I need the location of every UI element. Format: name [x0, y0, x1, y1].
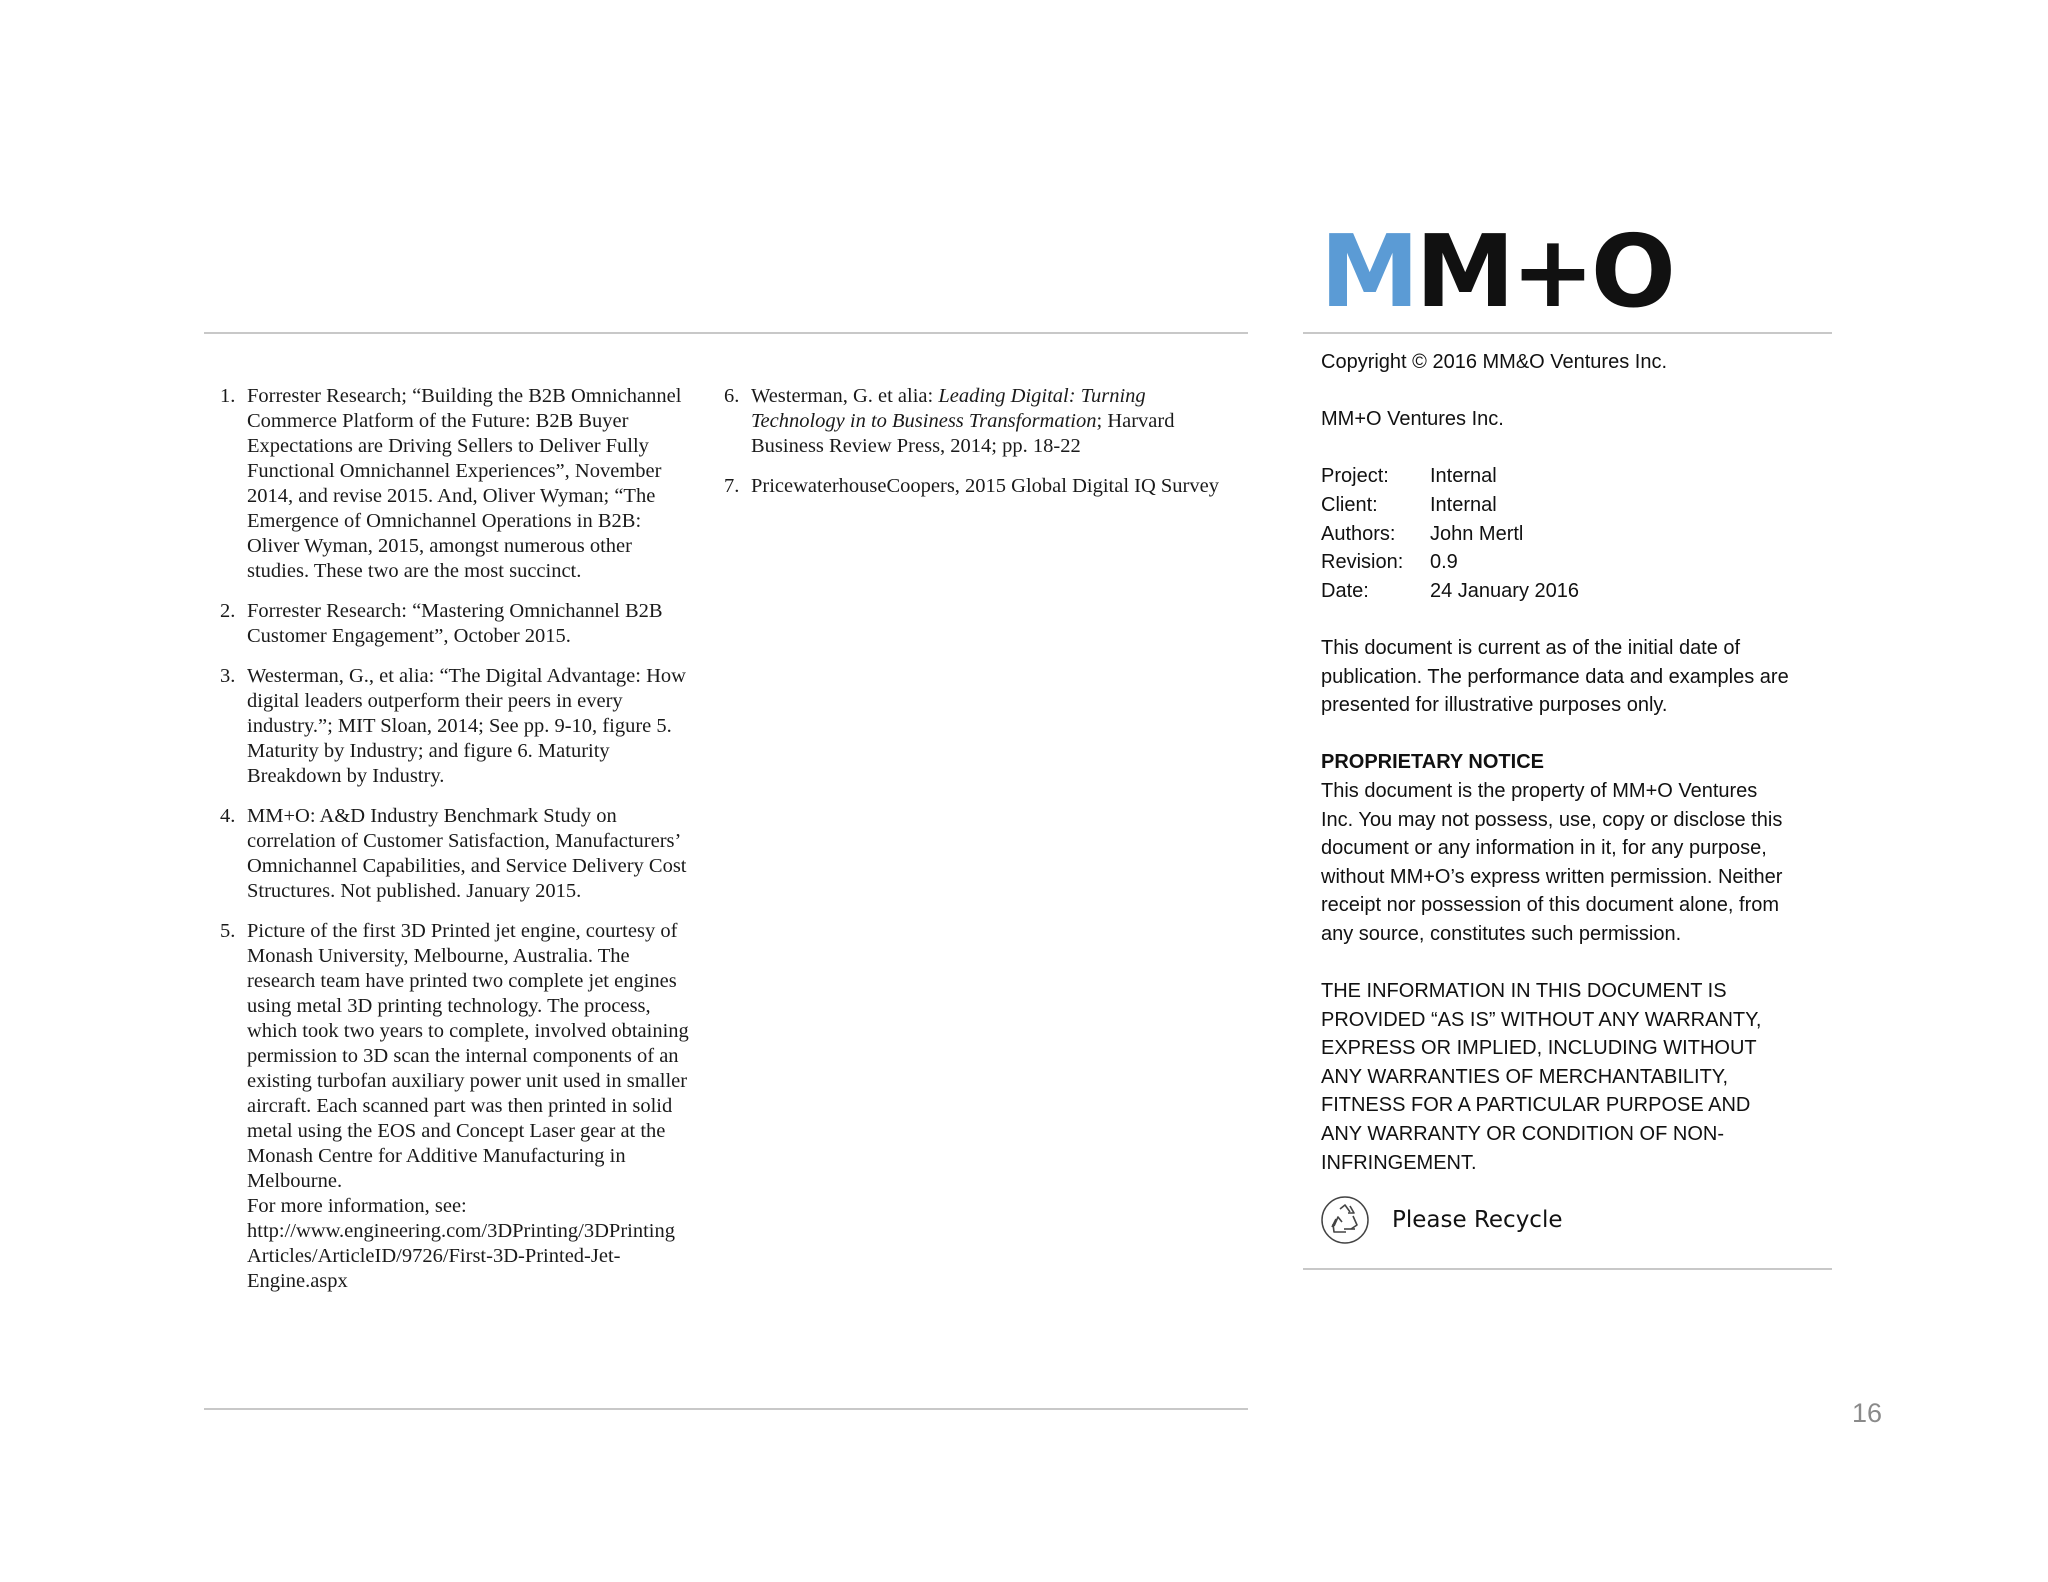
- detail-label: Revision:: [1321, 551, 1404, 574]
- right-top-divider: [1303, 332, 1832, 334]
- proprietary-heading: PROPRIETARY NOTICE: [1321, 751, 1544, 774]
- reference-text: [751, 384, 1244, 459]
- copyright-line: Copyright © 2016 MM&O Ventures Inc.: [1321, 351, 1668, 373]
- detail-row-authors: [1321, 520, 1831, 549]
- reference-number: 5.: [220, 920, 236, 942]
- recycle-notice: [1320, 1195, 1563, 1245]
- proprietary-line: Inc. You may not possess, use, copy or disclose this: [1321, 808, 1783, 831]
- logo-accent-letter: M: [1320, 213, 1416, 330]
- reference-item: [220, 664, 690, 789]
- detail-row-project: [1321, 462, 1831, 491]
- reference-text: Picture of the first 3D Printed jet engine, courtesy of Monash University, Melbourne, Australia. The research team have printed two complete jet engines using metal 3D printing technology. The process, which took two years to complete, involved obtaining permission to 3D scan the internal components of an existing turbofan auxiliary power unit used in smaller aircraft. Each scanned part was then printed in solid metal using the EOS and Concept Laser gear at the Monash Centre for Additive Manufacturing in Melbourne.: [247, 920, 689, 1192]
- reference-item: [220, 384, 690, 584]
- document-info-panel: [1321, 348, 1831, 1177]
- proprietary-line: document or any information in it, for any purpose,: [1321, 837, 1767, 860]
- detail-value: 0.9: [1430, 551, 1458, 574]
- detail-label: Project:: [1321, 465, 1389, 488]
- reference-text: MM+O: A&D Industry Benchmark Study on correlation of Customer Satisfaction, Manufacturers’ Omnichannel Capabilities, and Service Delivery Cost Structures. Not published. January 2015.: [247, 805, 687, 902]
- reference-text: Forrester Research: “Mastering Omnichannel B2B Customer Engagement”, October 2015.: [247, 600, 663, 647]
- reference-text: PricewaterhouseCoopers, 2015 Global Digital IQ Survey: [751, 475, 1219, 497]
- reference-number: 7.: [724, 475, 740, 497]
- reference-link[interactable]: Articles/ArticleID/9726/First-3D-Printed-Jet-: [247, 1245, 621, 1267]
- left-top-divider: [204, 332, 1248, 334]
- disclaimer-line: ANY WARRANTIES OF MERCHANTABILITY,: [1321, 1065, 1729, 1088]
- reference-number: 2.: [220, 600, 236, 622]
- reference-prefix: Westerman, G. et alia:: [751, 385, 939, 407]
- disclaimer-line: FITNESS FOR A PARTICULAR PURPOSE AND: [1321, 1094, 1751, 1117]
- disclaimer-line: INFRINGEMENT.: [1321, 1151, 1477, 1174]
- page-number: 16: [1852, 1398, 1883, 1428]
- proprietary-line: This document is the property of MM+O Ventures: [1321, 779, 1758, 802]
- detail-row-date: [1321, 577, 1831, 606]
- left-bottom-divider: [204, 1408, 1248, 1410]
- reference-item: [220, 919, 690, 1294]
- reference-text: Forrester Research; “Building the B2B Omnichannel Commerce Platform of the Future: B2B Buyer Expectations are Driving Sellers to Deliver Fully Functional Omnichannel Experiences”, November 2014, and revise 2015. And, Oliver Wyman; “The Emergence of Omnichannel Operations in B2B: Oliver Wyman, 2015, amongst numerous other studies. These two are the most succinct.: [247, 385, 682, 582]
- disclaimer-line: EXPRESS OR IMPLIED, INCLUDING WITHOUT: [1321, 1037, 1757, 1060]
- recycle-icon: [1320, 1195, 1370, 1245]
- right-bottom-divider: [1303, 1268, 1832, 1270]
- recycle-label: Please Recycle: [1392, 1207, 1563, 1233]
- reference-title: Leading Digital: Turning Technology in to Business Transformation: [751, 385, 1146, 432]
- logo-rest: M+O: [1415, 213, 1672, 330]
- detail-label: Client:: [1321, 493, 1378, 516]
- reference-text: Westerman, G., et alia: “The Digital Advantage: How digital leaders outperform their peers in every industry.”; MIT Sloan, 2014; See pp. 9-10, figure 5. Maturity by Industry; and figure 6. Maturity Breakdown by Industry.: [247, 665, 686, 787]
- currency-line: publication. The performance data and examples are: [1321, 665, 1789, 688]
- currency-line: This document is current as of the initial date of: [1321, 636, 1741, 659]
- mmo-logo: [1320, 213, 1672, 330]
- detail-value: Internal: [1430, 465, 1497, 488]
- reference-link[interactable]: http://www.engineering.com/3DPrinting/3DPrinting: [247, 1220, 675, 1242]
- reference-suffix: ; Harvard Business Review Press, 2014; pp. 18-22: [751, 410, 1175, 457]
- detail-row-client: [1321, 491, 1831, 520]
- reference-number: 3.: [220, 665, 236, 687]
- reference-item: [724, 384, 1244, 459]
- reference-number: 1.: [220, 385, 236, 407]
- detail-value: Internal: [1430, 493, 1497, 516]
- disclaimer-line: ANY WARRANTY OR CONDITION OF NON-: [1321, 1123, 1724, 1146]
- reference-number: 6.: [724, 385, 740, 407]
- proprietary-line: without MM+O’s express written permission. Neither: [1321, 865, 1783, 888]
- detail-label: Authors:: [1321, 522, 1396, 545]
- company-name: MM+O Ventures Inc.: [1321, 408, 1504, 431]
- detail-row-revision: [1321, 548, 1831, 577]
- reference-number: 4.: [220, 805, 236, 827]
- proprietary-line: any source, constitutes such permission.: [1321, 922, 1682, 945]
- detail-value: 24 January 2016: [1430, 579, 1580, 602]
- reference-item: [220, 599, 690, 649]
- disclaimer-line: THE INFORMATION IN THIS DOCUMENT IS: [1321, 980, 1727, 1003]
- references-column-1: [220, 384, 690, 1309]
- reference-item: [220, 804, 690, 904]
- references-column-2: [724, 384, 1244, 514]
- more-info-label: For more information, see:: [247, 1195, 467, 1217]
- detail-label: Date:: [1321, 579, 1369, 602]
- disclaimer-line: PROVIDED “AS IS” WITHOUT ANY WARRANTY,: [1321, 1008, 1762, 1031]
- reference-link[interactable]: Engine.aspx: [247, 1270, 348, 1292]
- detail-value: John Mertl: [1430, 522, 1524, 545]
- currency-line: presented for illustrative purposes only.: [1321, 694, 1668, 717]
- reference-item: [724, 474, 1244, 499]
- reference-body: [247, 919, 690, 1294]
- proprietary-line: receipt nor possession of this document alone, from: [1321, 894, 1780, 917]
